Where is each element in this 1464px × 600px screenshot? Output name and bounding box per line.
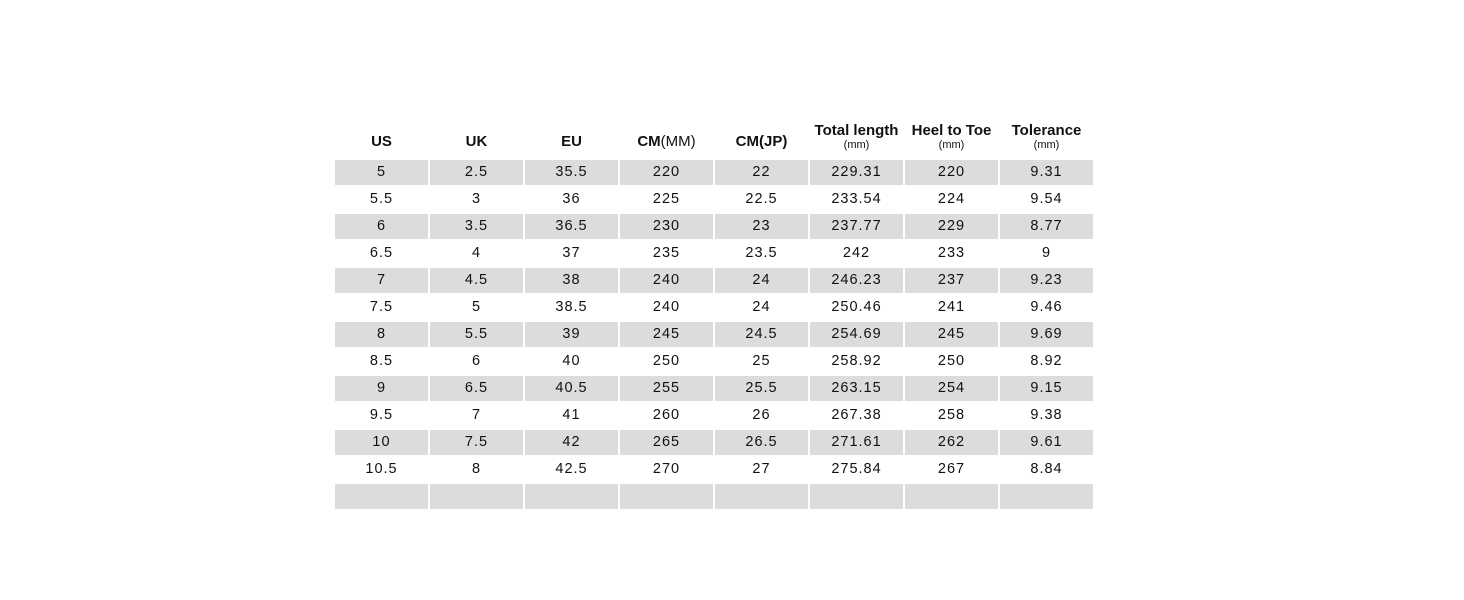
cell-tolerance: 9.31	[1000, 160, 1093, 185]
cell-tolerance	[1000, 484, 1093, 509]
cell-eu: 42	[525, 430, 618, 455]
cell-us	[335, 484, 428, 509]
cell-heel-to-toe: 224	[937, 191, 966, 207]
cell-uk: 6.5	[430, 376, 523, 401]
cell-cm-mm: 240	[652, 299, 681, 315]
cell-cm-jp: 23.5	[745, 245, 778, 261]
cell-heel-to-toe: 233	[937, 245, 966, 261]
header-heel-to-toe	[905, 122, 998, 158]
cell-heel-to-toe: 258	[937, 407, 966, 423]
cell-heel-to-toe	[905, 484, 998, 509]
cell-cm-jp	[715, 484, 808, 509]
cell-uk: 5	[471, 299, 482, 315]
cell-cm-mm: 240	[620, 268, 713, 293]
cell-tolerance: 9.54	[1030, 191, 1063, 207]
cell-total-length: 237.77	[810, 214, 903, 239]
cell-heel-to-toe: 220	[905, 160, 998, 185]
cell-tolerance: 9.69	[1000, 322, 1093, 347]
header-tolerance	[1000, 122, 1093, 158]
table-row	[335, 214, 1094, 239]
table-row	[335, 268, 1094, 293]
cell-total-length	[810, 484, 903, 509]
cell-tolerance: 9.23	[1000, 268, 1093, 293]
header-label	[637, 133, 695, 151]
table-row	[335, 187, 1094, 212]
cell-cm-jp: 24	[715, 268, 808, 293]
cell-eu: 39	[525, 322, 618, 347]
cell-uk: 8	[471, 461, 482, 477]
cell-tolerance: 8.92	[1030, 353, 1063, 369]
table-row	[335, 322, 1094, 347]
header-us	[335, 122, 428, 158]
cell-cm-mm: 235	[652, 245, 681, 261]
header-label: US	[371, 133, 392, 150]
header-total-length	[810, 122, 903, 158]
cell-cm-mm: 255	[620, 376, 713, 401]
cell-tolerance: 9	[1041, 245, 1052, 261]
cell-total-length: 233.54	[831, 191, 882, 207]
cell-us: 6	[335, 214, 428, 239]
cell-eu: 36.5	[525, 214, 618, 239]
cell-us: 9.5	[369, 407, 394, 423]
header-eu	[525, 122, 618, 158]
cell-cm-mm: 225	[652, 191, 681, 207]
cell-cm-mm: 270	[652, 461, 681, 477]
cell-tolerance: 9.46	[1030, 299, 1063, 315]
cell-tolerance: 9.15	[1000, 376, 1093, 401]
cell-cm-jp: 24.5	[715, 322, 808, 347]
cell-tolerance: 8.84	[1030, 461, 1063, 477]
cell-eu: 42.5	[555, 461, 588, 477]
cell-cm-mm: 230	[620, 214, 713, 239]
table-row	[335, 376, 1094, 401]
header-unit: (mm)	[843, 139, 870, 151]
cell-tolerance: 8.77	[1000, 214, 1093, 239]
header-label: EU	[561, 133, 582, 150]
cell-heel-to-toe: 267	[937, 461, 966, 477]
header-label: CM(JP)	[735, 133, 788, 150]
cell-cm-mm: 220	[620, 160, 713, 185]
cell-uk: 4	[471, 245, 482, 261]
cell-cm-jp: 27	[752, 461, 771, 477]
cell-us: 10	[335, 430, 428, 455]
cell-us: 10.5	[365, 461, 398, 477]
header-unit: (mm)	[1033, 139, 1060, 151]
cell-cm-mm: 265	[620, 430, 713, 455]
cell-eu: 38.5	[555, 299, 588, 315]
cell-us: 8	[335, 322, 428, 347]
cell-cm-mm: 245	[620, 322, 713, 347]
cell-cm-mm: 250	[652, 353, 681, 369]
cell-eu: 35.5	[525, 160, 618, 185]
cell-heel-to-toe: 241	[937, 299, 966, 315]
cell-us: 7.5	[369, 299, 394, 315]
cell-heel-to-toe: 229	[905, 214, 998, 239]
cell-heel-to-toe: 245	[905, 322, 998, 347]
header-label: UK	[465, 133, 488, 150]
cell-uk	[430, 484, 523, 509]
cell-total-length: 246.23	[810, 268, 903, 293]
cell-uk: 3	[471, 191, 482, 207]
header-unit: (mm)	[938, 139, 965, 151]
cell-uk: 4.5	[430, 268, 523, 293]
cell-tolerance: 9.38	[1030, 407, 1063, 423]
cell-us: 8.5	[369, 353, 394, 369]
cell-eu: 40.5	[525, 376, 618, 401]
table-row	[335, 241, 1094, 266]
size-chart-table	[335, 122, 1094, 511]
cell-total-length: 258.92	[831, 353, 882, 369]
table-body	[335, 160, 1094, 509]
table-row	[335, 403, 1094, 428]
header-label: Heel to Toe	[911, 122, 992, 139]
table-row	[335, 349, 1094, 374]
cell-eu: 38	[525, 268, 618, 293]
cell-uk: 3.5	[430, 214, 523, 239]
cell-cm-jp: 22	[715, 160, 808, 185]
cell-tolerance: 9.61	[1000, 430, 1093, 455]
table-row	[335, 430, 1094, 455]
cell-cm-jp: 24	[752, 299, 771, 315]
cell-total-length: 254.69	[810, 322, 903, 347]
cell-total-length: 275.84	[831, 461, 882, 477]
cell-cm-jp: 25	[752, 353, 771, 369]
cell-us: 6.5	[369, 245, 394, 261]
cell-cm-jp: 25.5	[715, 376, 808, 401]
cell-cm-mm	[620, 484, 713, 509]
cell-eu: 41	[562, 407, 581, 423]
cell-cm-jp: 26	[752, 407, 771, 423]
cell-cm-jp: 22.5	[745, 191, 778, 207]
header-row	[335, 122, 1094, 158]
cell-total-length: 229.31	[810, 160, 903, 185]
header-uk	[430, 122, 523, 158]
table-row	[335, 484, 1094, 509]
table-row	[335, 457, 1094, 482]
cell-heel-to-toe: 262	[905, 430, 998, 455]
cell-total-length: 250.46	[831, 299, 882, 315]
header-label: Total length	[814, 122, 899, 139]
cell-total-length: 263.15	[810, 376, 903, 401]
table-row	[335, 160, 1094, 185]
cell-eu: 37	[562, 245, 581, 261]
cell-cm-mm: 260	[652, 407, 681, 423]
cell-eu: 40	[562, 353, 581, 369]
cell-eu: 36	[562, 191, 581, 207]
cell-uk: 5.5	[430, 322, 523, 347]
cell-uk: 6	[471, 353, 482, 369]
cell-heel-to-toe: 237	[905, 268, 998, 293]
header-label: Tolerance	[1011, 122, 1082, 139]
cell-uk: 7.5	[430, 430, 523, 455]
cell-us: 7	[335, 268, 428, 293]
header-label-suffix: (MM)	[660, 133, 696, 150]
cell-us: 5.5	[369, 191, 394, 207]
header-cm-jp	[715, 122, 808, 158]
header-label-main: CM	[637, 133, 661, 150]
cell-uk: 7	[471, 407, 482, 423]
cell-uk: 2.5	[430, 160, 523, 185]
cell-eu	[525, 484, 618, 509]
header-cm-mm	[620, 122, 713, 158]
cell-cm-jp: 23	[715, 214, 808, 239]
cell-total-length: 271.61	[810, 430, 903, 455]
cell-heel-to-toe: 250	[937, 353, 966, 369]
cell-us: 9	[335, 376, 428, 401]
cell-heel-to-toe: 254	[905, 376, 998, 401]
cell-us: 5	[335, 160, 428, 185]
cell-total-length: 267.38	[831, 407, 882, 423]
cell-cm-jp: 26.5	[715, 430, 808, 455]
table-row	[335, 295, 1094, 320]
cell-total-length: 242	[842, 245, 871, 261]
